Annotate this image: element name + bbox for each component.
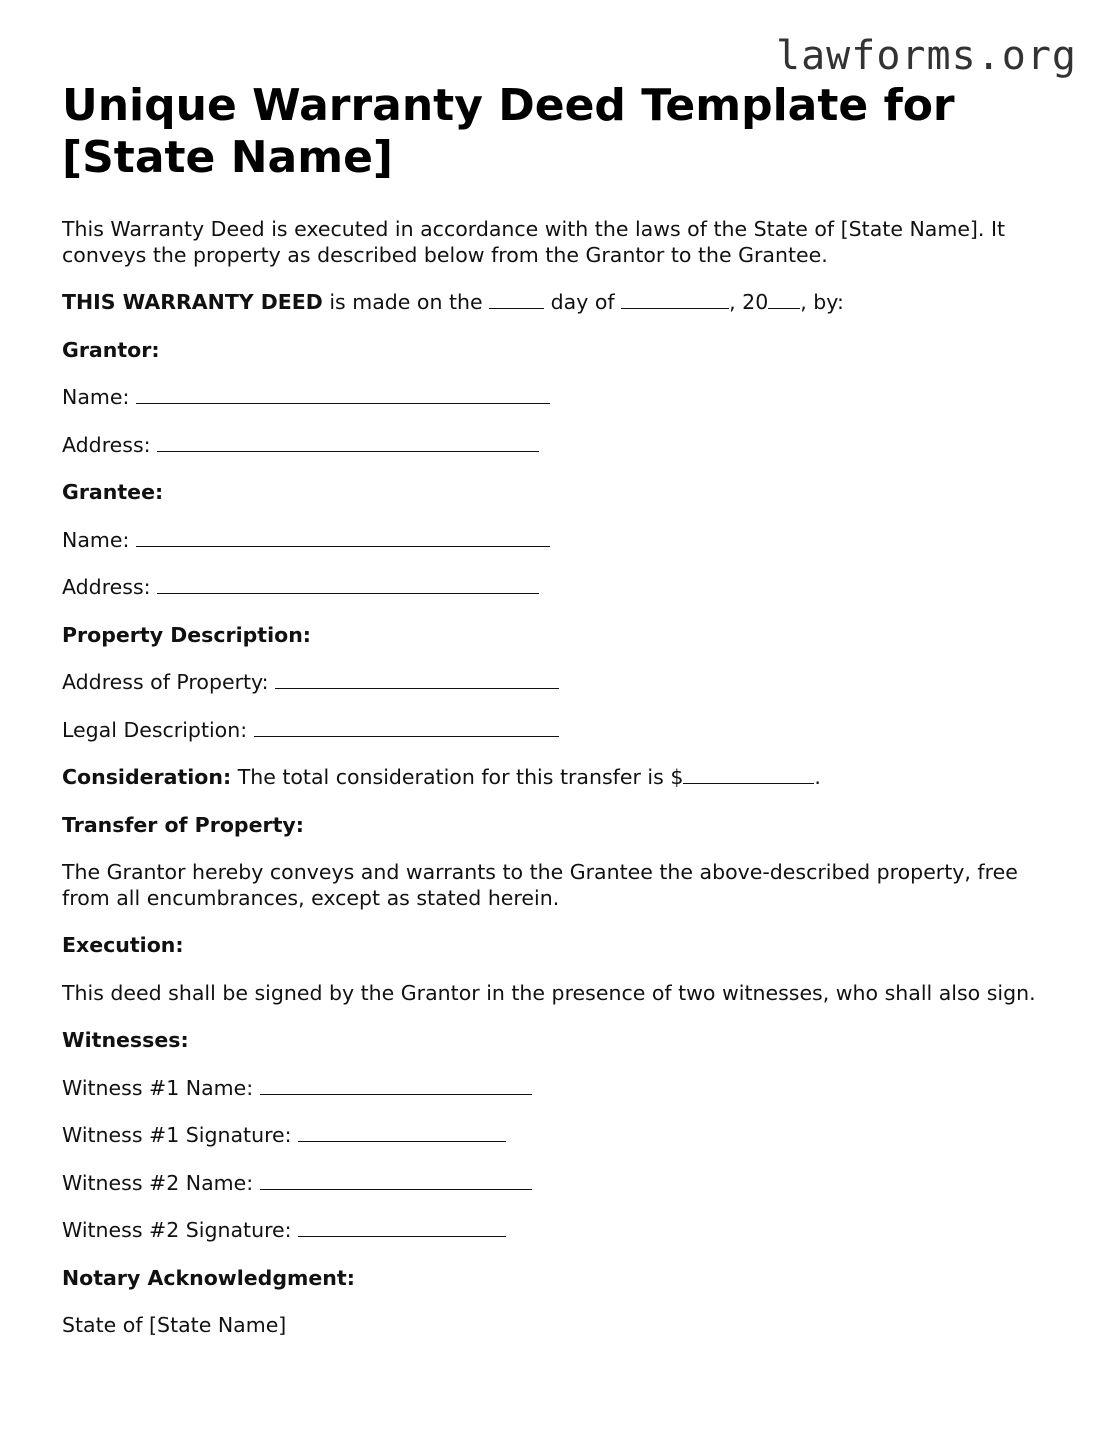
warranty-deed-document: [62, 80, 1052, 1339]
day-blank[interactable]: [489, 290, 544, 309]
consideration-end: .: [814, 765, 821, 789]
grantee-address-blank[interactable]: [157, 575, 539, 594]
witness-1-name-blank[interactable]: [260, 1076, 532, 1095]
grantee-heading: Grantee:: [62, 480, 164, 504]
consideration-line: [62, 765, 1052, 791]
witness-1-signature-label: Witness #1 Signature:: [62, 1123, 299, 1147]
grantor-name-line: [62, 385, 1052, 411]
made-on-lead: THIS WARRANTY DEED: [62, 290, 323, 314]
grantee-name-label: Name:: [62, 527, 136, 552]
witness-1-signature-line: [62, 1123, 1052, 1149]
legal-description-line: [62, 718, 1052, 744]
transfer-paragraph: The Grantor hereby conveys and warrants to the Grantee the above-described property, free from all encumbrances, except as stated herein.: [62, 860, 1018, 910]
witness-1-signature-blank[interactable]: [298, 1123, 506, 1142]
witness-2-name-line: [62, 1171, 1052, 1197]
witness-1-name-label: Witness #1 Name:: [62, 1075, 260, 1100]
month-blank[interactable]: [621, 290, 729, 309]
consideration-text: The total consideration for this transfer is $: [231, 765, 684, 789]
year-blank[interactable]: [768, 290, 800, 309]
witness-2-signature-blank[interactable]: [298, 1218, 506, 1237]
made-on-line: [62, 290, 1052, 316]
witnesses-heading: Witnesses:: [62, 1028, 189, 1052]
witness-1-name-line: [62, 1076, 1052, 1102]
grantor-name-label: Name:: [62, 385, 136, 409]
grantee-address-line: [62, 575, 1052, 601]
grantor-heading: Grantor:: [62, 337, 160, 362]
property-address-label: Address of Property:: [62, 670, 276, 694]
grantor-address-blank[interactable]: [157, 433, 539, 452]
grantor-address-line: [62, 433, 1052, 459]
notary-heading: Notary Acknowledgment:: [62, 1265, 355, 1290]
witness-2-signature-label: Witness #2 Signature:: [62, 1218, 299, 1242]
legal-description-blank[interactable]: [254, 718, 559, 737]
execution-heading: Execution:: [62, 933, 184, 957]
grantor-address-label: Address:: [62, 432, 158, 457]
consideration-lead: Consideration:: [62, 765, 232, 789]
execution-paragraph: This deed shall be signed by the Grantor in the presence of two witnesses, who shall also sign.: [62, 980, 1036, 1005]
intro-paragraph: This Warranty Deed is executed in accordance with the laws of the State of [State Name]. It conveys the property as described below from the Grantor to the Grantee.: [62, 217, 1006, 267]
made-on-text-2: day of: [544, 290, 622, 314]
witness-2-name-label: Witness #2 Name:: [62, 1170, 260, 1195]
witness-2-name-blank[interactable]: [260, 1171, 532, 1190]
legal-description-label: Legal Description:: [62, 717, 254, 742]
notary-state-line: State of [State Name]: [62, 1313, 287, 1337]
property-address-line: [62, 670, 1052, 696]
consideration-amount-blank[interactable]: [683, 765, 814, 784]
document-title: Unique Warranty Deed Template for [State Name]: [62, 80, 955, 183]
grantee-address-label: Address:: [62, 575, 158, 599]
made-on-text-4: , by:: [800, 290, 844, 314]
grantor-name-blank[interactable]: [136, 385, 550, 404]
transfer-heading: Transfer of Property:: [62, 812, 304, 837]
grantee-name-line: [62, 528, 1052, 554]
witness-2-signature-line: [62, 1218, 1052, 1244]
grantee-name-blank[interactable]: [136, 528, 550, 547]
made-on-text-3: , 20: [729, 290, 769, 314]
made-on-text-1: is made on the: [322, 290, 490, 314]
property-heading: Property Description:: [62, 622, 311, 647]
property-address-blank[interactable]: [275, 670, 559, 689]
lawforms-watermark: lawforms.org: [776, 33, 1077, 79]
